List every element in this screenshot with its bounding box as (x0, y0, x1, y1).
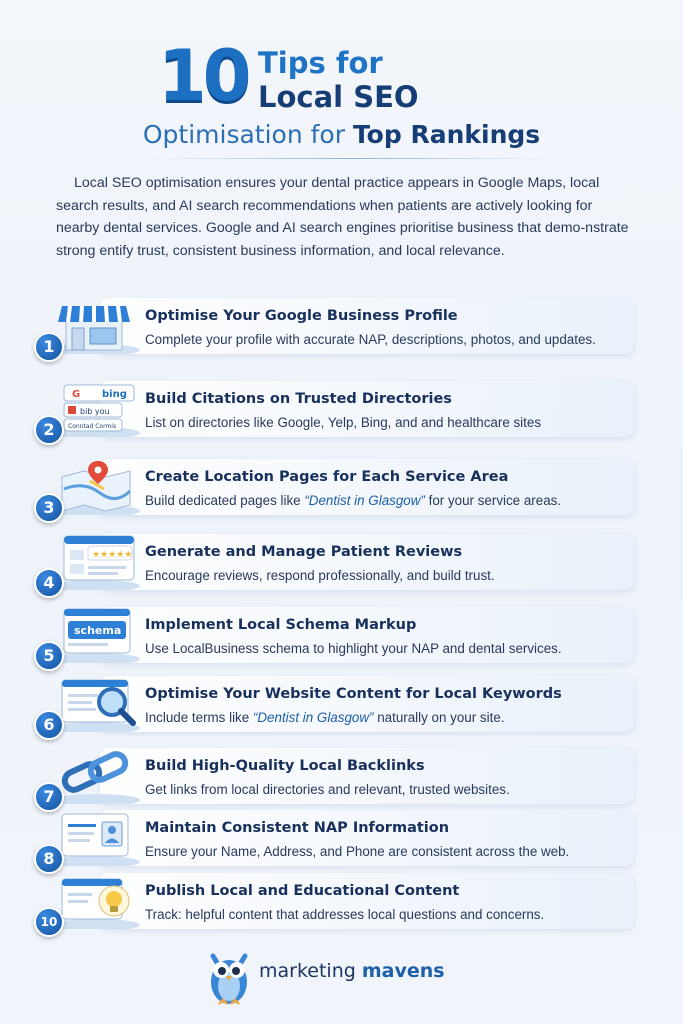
tip-5 (40, 607, 634, 663)
tip-number-badge: 2 (34, 415, 64, 445)
tip-title: Build High-Quality Local Backlinks (145, 758, 425, 774)
art-label-bing: bing (102, 389, 127, 400)
header (0, 36, 683, 156)
tip-1 (40, 298, 634, 354)
art-label-schema: schema (74, 624, 122, 637)
svg-text:G: G (72, 389, 81, 400)
art-label-directory: Conntad Cormis (68, 423, 117, 430)
tip-number-badge: 7 (34, 782, 64, 812)
title-local-seo: Local SEO (258, 80, 419, 114)
tip-7 (40, 748, 634, 804)
tip-description: Track: helpful content that addresses local questions and concerns. (145, 907, 545, 922)
tip-number-badge: 8 (34, 844, 64, 874)
subtitle (0, 119, 683, 151)
title-tips: Tips for (258, 46, 383, 80)
owl-icon (205, 946, 253, 1006)
tip-number-badge: 6 (34, 710, 64, 740)
subtitle-part2: Top Rankings (352, 120, 541, 149)
subtitle-part1: Optimisation for (142, 120, 353, 149)
tip-title: Build Citations on Trusted Directories (145, 391, 452, 407)
tip-title: Maintain Consistent NAP Information (145, 820, 450, 836)
tip-description: Complete your profile with accurate NAP, descriptions, photos, and updates. (145, 332, 596, 347)
tip-title: Optimise Your Website Content for Local Keywords (145, 686, 562, 702)
tip-2 (40, 381, 634, 437)
tip-title: Optimise Your Google Business Profile (145, 308, 458, 324)
tip-number-badge: 4 (34, 568, 64, 598)
tip-description: Encourage reviews, respond professionally, and build trust. (145, 568, 495, 583)
tip-number-badge: 1 (34, 332, 64, 362)
tip-description: Get links from local directories and relevant, trusted websites. (145, 782, 510, 797)
tip-number-badge: 3 (34, 493, 64, 523)
tip-4 (40, 534, 634, 590)
brand-name: marketing mavens (259, 960, 445, 982)
tip-title: Implement Local Schema Markup (145, 617, 417, 633)
art-label-bib-you: bib you (80, 407, 110, 416)
tip-title: Create Location Pages for Each Service Area (145, 469, 509, 485)
header-divider (150, 158, 550, 159)
tip-number-badge: 10 (34, 907, 64, 937)
tip-8 (40, 810, 634, 866)
tip-title: Publish Local and Educational Content (145, 883, 460, 899)
tip-description: Include terms like “Dentist in Glasgow” naturally on your site. (145, 710, 505, 725)
tip-10 (40, 873, 634, 929)
title-number: 10 (158, 35, 248, 117)
tip-3 (40, 459, 634, 515)
footer-logo (205, 946, 465, 1008)
tip-6 (40, 676, 634, 732)
tip-description: Ensure your Name, Address, and Phone are consistent across the web. (145, 844, 570, 859)
tip-description: Build dedicated pages like “Dentist in Glasgow” for your service areas. (145, 493, 562, 508)
tip-description: List on directories like Google, Yelp, Bing, and and healthcare sites (145, 415, 542, 430)
tip-description: Use LocalBusiness schema to highlight your NAP and dental services. (145, 641, 562, 656)
tip-number-badge: 5 (34, 641, 64, 671)
tip-title: Generate and Manage Patient Reviews (145, 544, 463, 560)
svg-text:★★★★★: ★★★★★ (92, 550, 133, 560)
intro-paragraph: Local SEO optimisation ensures your dental practice appears in Google Maps, local search results, and AI search recommendations when patients are actively looking for nearby dental services. Google and AI search engines prioritise business that demo-nstrate strong entify trust, consistent business information, and local relevance. (56, 175, 629, 259)
